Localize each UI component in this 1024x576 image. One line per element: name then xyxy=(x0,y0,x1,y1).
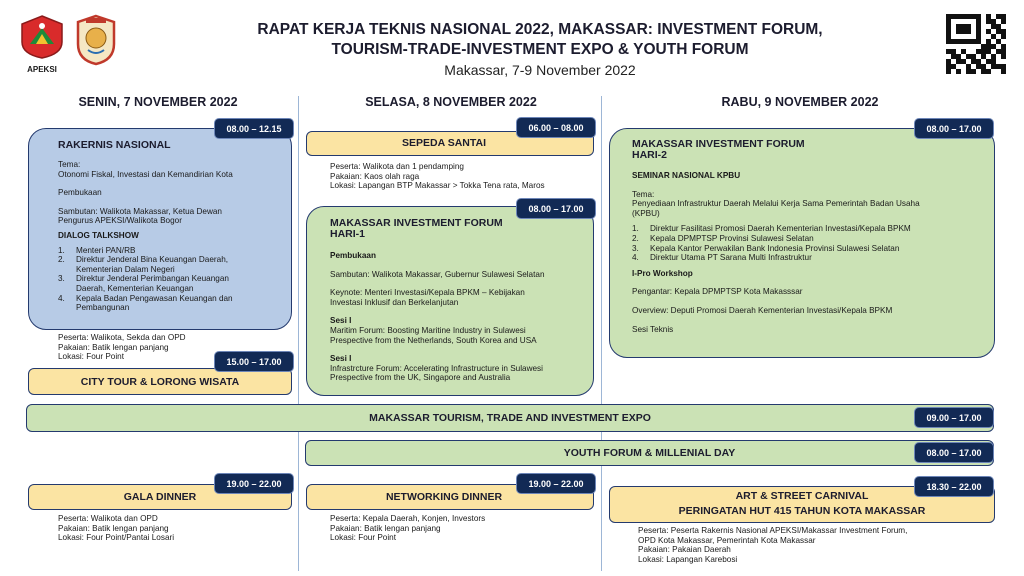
mif-day2-tema-label: Tema: xyxy=(632,189,655,199)
gala-dinner-info xyxy=(58,514,288,543)
sepeda-pakaian: Pakaian: Kaos olah raga xyxy=(330,171,420,181)
rakernis-sambutan-line2: Pengurus APEKSI/Walikota Bogor xyxy=(58,216,182,226)
sepeda-lokasi: Lokasi: Lapangan BTP Makassar > Tokka Tena rata, Maros xyxy=(330,181,545,191)
sepeda-santai-time-badge: 06.00 – 08.00 xyxy=(516,117,596,138)
networking-dinner-info xyxy=(330,514,590,543)
mif-day2-title-line1: MAKASSAR INVESTMENT FORUM xyxy=(632,138,805,150)
qr-code[interactable] xyxy=(946,14,1006,74)
mif-day2-speaker-list xyxy=(632,224,990,262)
mif-day2-overview: Overview: Deputi Promosi Daerah Kementerian Investasi/Kepala BPKM xyxy=(632,305,893,315)
gala-lokasi: Lokasi: Four Point/Pantai Losari xyxy=(58,533,175,543)
networking-pakaian: Pakaian: Batik lengan panjang xyxy=(330,523,441,533)
mif-day2-pengantar: Pengantar: Kepala DPMPTSP Kota Makasssar xyxy=(632,287,803,297)
mif-day1-sesi-maritim-line1: Maritim Forum: Boosting Maritine Industry in Sulawesi xyxy=(330,325,526,335)
rakernis-title: RAKERNIS NASIONAL xyxy=(58,139,171,151)
mif-day2-details xyxy=(632,171,990,334)
networking-dinner-time-badge: 19.00 – 22.00 xyxy=(516,473,596,494)
day-header-monday: SENIN, 7 NOVEMBER 2022 xyxy=(78,95,238,109)
day1-pakaian: Pakaian: Batik lengan panjang xyxy=(58,342,169,352)
mif-day1-pembukaan: Pembukaan xyxy=(330,251,376,260)
event-title-line1: RAPAT KERJA TEKNIS NASIONAL 2022, MAKASSAR: INVESTMENT FORUM, xyxy=(257,21,823,38)
column-divider-2 xyxy=(601,96,602,571)
mif-day2-time-badge: 08.00 – 17.00 xyxy=(914,118,994,139)
list-item: 3. Kepala Kantor Perwakilan Bank Indonesia Provinsi Sulawesi Selatan xyxy=(632,243,900,253)
sepeda-peserta: Peserta: Walikota dan 1 pendamping xyxy=(330,162,464,171)
sepeda-santai-title: SEPEDA SANTAI xyxy=(401,137,486,149)
city-tour-title: CITY TOUR & LORONG WISATA xyxy=(80,376,240,388)
mif-day1-title-line2: HARI-1 xyxy=(330,228,366,240)
mif-day2-sesi: Sesi Teknis xyxy=(632,324,674,334)
day-header-tuesday: SELASA, 8 NOVEMBER 2022 xyxy=(365,95,537,109)
gala-pakaian: Pakaian: Batik lengan panjang xyxy=(58,523,169,533)
sepeda-santai-info xyxy=(330,162,590,191)
mif-day2-tema-line2: (KPBU) xyxy=(632,208,660,218)
list-item: 1. Menteri PAN/RB xyxy=(58,245,136,255)
carnival-pakaian: Pakaian: Pakaian Daerah xyxy=(638,545,731,555)
day1-peserta: Peserta: Walikota, Sekda dan OPD xyxy=(58,333,186,342)
mif-day1-details xyxy=(330,251,592,383)
carnival-lokasi: Lokasi: Lapangan Karebosi xyxy=(638,554,738,564)
mif-day1-sambutan: Sambutan: Walikota Makassar, Gubernur Sulawesi Selatan xyxy=(330,269,545,279)
rakernis-tema: Otonomi Fiskal, Investasi dan Kemandirian Kota xyxy=(58,169,233,179)
carnival-title-line1: ART & STREET CARNIVAL xyxy=(735,490,869,502)
city-tour-time-badge: 15.00 – 17.00 xyxy=(214,351,294,372)
carnival-time-badge: 18.30 – 22.00 xyxy=(914,476,994,497)
carnival-peserta-line2: OPD Kota Makassar, Pemerintah Kota Makassar xyxy=(638,535,816,545)
carnival-peserta-line1: Peserta: Peserta Rakernis Nasional APEKSI/Makassar Investment Forum, xyxy=(638,526,908,535)
list-item: 3. Direktur Jenderal Perimbangan Keuangan Daerah, Kementerian Keuangan xyxy=(58,274,229,293)
column-divider-1 xyxy=(298,96,299,571)
apeksi-logo xyxy=(18,14,66,74)
mif-day1-keynote-line1: Keynote: Menteri Investasi/Kepala BPKM – Kebijakan xyxy=(330,288,525,298)
list-item: 2. Direktur Jenderal Bina Keuangan Daerah, Kementerian Dalam Negeri xyxy=(58,255,229,274)
mif-day1-sesi-infra-label: Sesi I xyxy=(330,354,352,364)
gala-dinner-title: GALA DINNER xyxy=(123,491,197,503)
rakernis-sambutan-line1: Sambutan: Walikota Makassar, Ketua Dewan xyxy=(58,206,222,216)
mif-day1-sesi-maritim-line2: Prespective from the Netherlands, South Korea and USA xyxy=(330,335,537,345)
mif-day2-ipro: I-Pro Workshop xyxy=(632,268,693,278)
mif-day1-keynote-line2: Investasi Inklusif dan Berkelanjutan xyxy=(330,297,459,307)
apeksi-logo-text: APEKSI xyxy=(27,65,57,74)
list-item: 4. Direktur Utama PT Sarana Multi Infrastruktur xyxy=(632,253,812,263)
mif-day1-sesi-infra-line2: Prespective from the UK, Singapore and Australia xyxy=(330,373,511,383)
carnival-title-line2: PERINGATAN HUT 415 TAHUN KOTA MAKASSAR xyxy=(678,505,926,517)
expo-title: MAKASSAR TOURISM, TRADE AND INVESTMENT EXPO xyxy=(369,412,651,424)
mif-day2-seminar: SEMINAR NASIONAL KPBU xyxy=(632,171,741,180)
list-item: 2. Kepala DPMPTSP Provinsi Sulawesi Selatan xyxy=(632,233,814,243)
mif-day1-title-line1: MAKASSAR INVESTMENT FORUM xyxy=(330,217,503,229)
rakernis-dialog-heading: DIALOG TALKSHOW xyxy=(58,230,139,240)
mif-day2-title-line2: HARI-2 xyxy=(632,149,668,161)
networking-dinner-title: NETWORKING DINNER xyxy=(385,491,503,503)
makassar-city-emblem xyxy=(74,14,118,70)
rakernis-pembukaan: Pembukaan xyxy=(58,188,102,198)
expo-time-badge: 09.00 – 17.00 xyxy=(914,407,994,428)
gala-dinner-time-badge: 19.00 – 22.00 xyxy=(214,473,294,494)
day1-lokasi: Lokasi: Four Point xyxy=(58,352,124,362)
youth-forum-title: YOUTH FORUM & MILLENIAL DAY xyxy=(563,447,736,459)
youth-forum-time-badge: 08.00 – 17.00 xyxy=(914,442,994,463)
gala-peserta: Peserta: Walikota dan OPD xyxy=(58,514,158,523)
mif-day2-tema-line1: Penyediaan Infrastruktur Daerah Melalui Kerja Sama Pemerintah Badan Usaha xyxy=(632,199,920,209)
networking-lokasi: Lokasi: Four Point xyxy=(330,533,396,543)
mif-day1-sesi-maritim-label: Sesi I xyxy=(330,316,352,326)
networking-peserta: Peserta: Kepala Daerah, Konjen, Investors xyxy=(330,514,486,523)
mif-day1-time-badge: 08.00 – 17.00 xyxy=(516,198,596,219)
rakernis-time-badge: 08.00 – 12.15 xyxy=(214,118,294,139)
rakernis-details xyxy=(58,160,286,313)
list-item: 1. Direktur Fasilitasi Promosi Daerah Kementerian Investasi/Kepala BPKM xyxy=(632,224,911,234)
carnival-info xyxy=(638,526,994,564)
rakernis-tema-label: Tema: xyxy=(58,160,81,169)
list-item: 4. Kepala Badan Pengawasan Keuangan dan Pembangunan xyxy=(58,293,233,313)
event-title-line2: TOURISM-TRADE-INVESTMENT EXPO & YOUTH FORUM xyxy=(331,41,749,58)
event-subtitle: Makassar, 7-9 November 2022 xyxy=(444,62,636,78)
day-header-wednesday: RABU, 9 NOVEMBER 2022 xyxy=(721,95,879,109)
rakernis-speaker-list xyxy=(58,246,286,313)
mif-day1-sesi-infra-line1: Infrastrcture Forum: Accelerating Infrastructure in Sulawesi xyxy=(330,363,543,373)
